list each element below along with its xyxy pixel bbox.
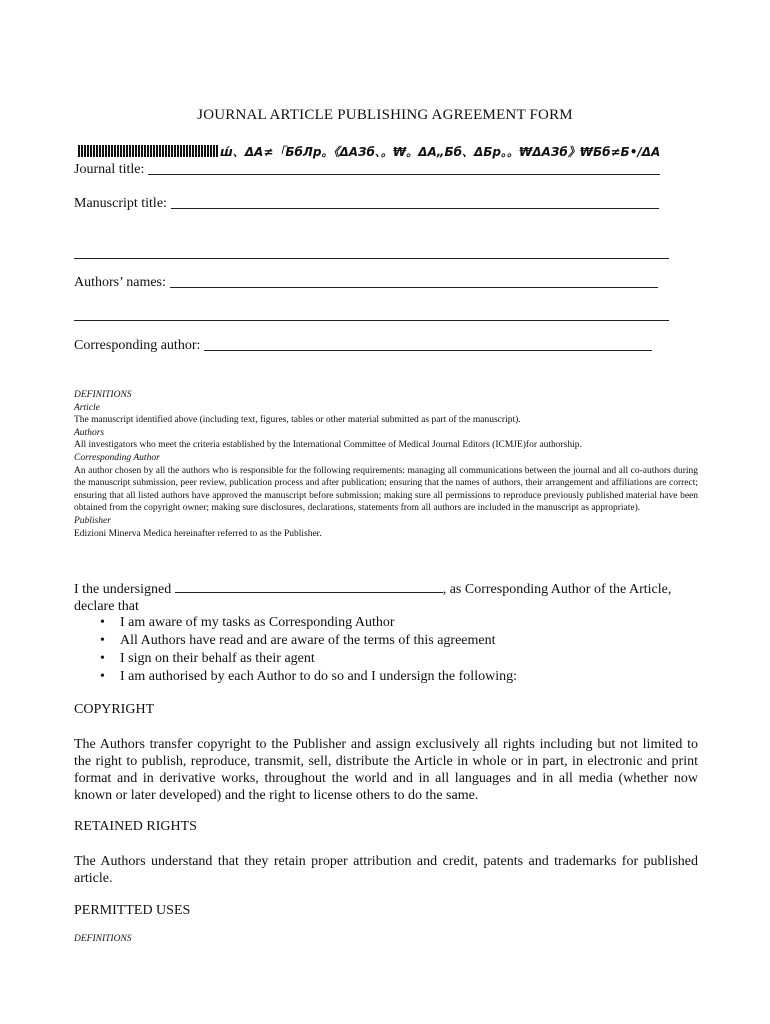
publisher-term: Publisher: [74, 515, 111, 526]
document-title: JOURNAL ARTICLE PUBLISHING AGREEMENT FORM: [197, 107, 573, 123]
declaration-bullet: • I sign on their behalf as their agent: [120, 650, 698, 668]
authors-names-label: Authors’ names:: [74, 275, 166, 290]
declaration-paragraph: [74, 580, 698, 615]
corresponding-author-field: [74, 338, 652, 354]
corresponding-author-term: Corresponding Author: [74, 452, 160, 463]
corresponding-author-definition: An author chosen by all the authors who is responsible for the following requirements: managing all communications between the journal and all co-authors during the manuscript submission, peer review, publication process and after publication; ensuring that the names of authors, their arrangement and affiliations are correct; ensuring that all listed authors have approved the manuscript before submission; making sure all permissions to reproduce previously published material have been obtained from the copyright owner; making sure disclosures, declarations, statements from all authors are included in the manuscript as appropriate).: [74, 465, 698, 514]
authors-term: Authors: [74, 427, 105, 438]
manuscript-title-label: Manuscript title:: [74, 196, 167, 211]
authors-definition: All investigators who meet the criteria established by the International Committee of Medical Journal Editors (ICMJE)for authorship.: [74, 440, 582, 451]
journal-title-blank[interactable]: [148, 173, 660, 175]
article-term: Article: [74, 402, 100, 413]
retained-rights-heading: RETAINED RIGHTS: [74, 819, 197, 834]
authors-names-blank-line-2[interactable]: [74, 320, 669, 321]
declaration-bullet: • All Authors have read and are aware of the terms of this agreement: [120, 632, 698, 650]
declaration-suffix: , as Corresponding Author of the Article, declare that: [74, 582, 672, 614]
declaration-bullets: [74, 614, 698, 686]
retained-rights-paragraph: The Authors understand that they retain proper attribution and credit, patents and trademarks for published article.: [74, 854, 698, 886]
manuscript-title-field: [74, 196, 659, 212]
authors-names-blank[interactable]: [170, 286, 658, 288]
manuscript-title-blank-line-2[interactable]: [74, 258, 669, 259]
journal-title-label: Journal title:: [74, 162, 145, 177]
permitted-uses-heading: PERMITTED USES: [74, 903, 191, 918]
garbled-block-glyphs: [78, 145, 218, 157]
definitions-section: [74, 389, 698, 540]
declaration-bullet: • I am aware of my tasks as Corresponding Author: [120, 614, 698, 632]
garbled-characters: ш́、ΔΑ≠「БбЛр。《ΔΑЗб、。₩。ΔΑ„Бб、ΔБр。。₩ΔΑЗб》₩Бб≠Б•/ΔΑ: [220, 144, 661, 159]
authors-names-field: [74, 275, 658, 291]
copyright-heading: COPYRIGHT: [74, 702, 155, 717]
article-definition: The manuscript identified above (including text, figures, tables or other material submitted as part of the manuscript).: [74, 415, 521, 426]
declaration-prefix: I the undersigned: [74, 582, 175, 597]
manuscript-title-blank[interactable]: [171, 207, 659, 209]
declaration-bullet: • I am authorised by each Author to do so and I undersign the following:: [120, 668, 698, 686]
permitted-uses-definitions-heading: DEFINITIONS: [74, 934, 132, 944]
undersigned-name-blank[interactable]: [175, 580, 443, 593]
garbled-text-line: [78, 142, 770, 160]
corresponding-author-blank[interactable]: [204, 349, 652, 351]
definitions-heading: DEFINITIONS: [74, 390, 132, 400]
copyright-paragraph: The Authors transfer copyright to the Publisher and assign exclusively all rights including but not limited to the right to publish, reproduce, transmit, sell, distribute the Article in whole or in part, in electronic and print format and in derivative works, throughout the world and in all languages and in all media (whether now known or later developed) and the right to license others to do the same.: [74, 737, 698, 803]
journal-title-field: [74, 162, 660, 178]
corresponding-author-label: Corresponding author:: [74, 338, 201, 353]
publisher-definition: Edizioni Minerva Medica hereinafter referred to as the Publisher.: [74, 528, 322, 539]
